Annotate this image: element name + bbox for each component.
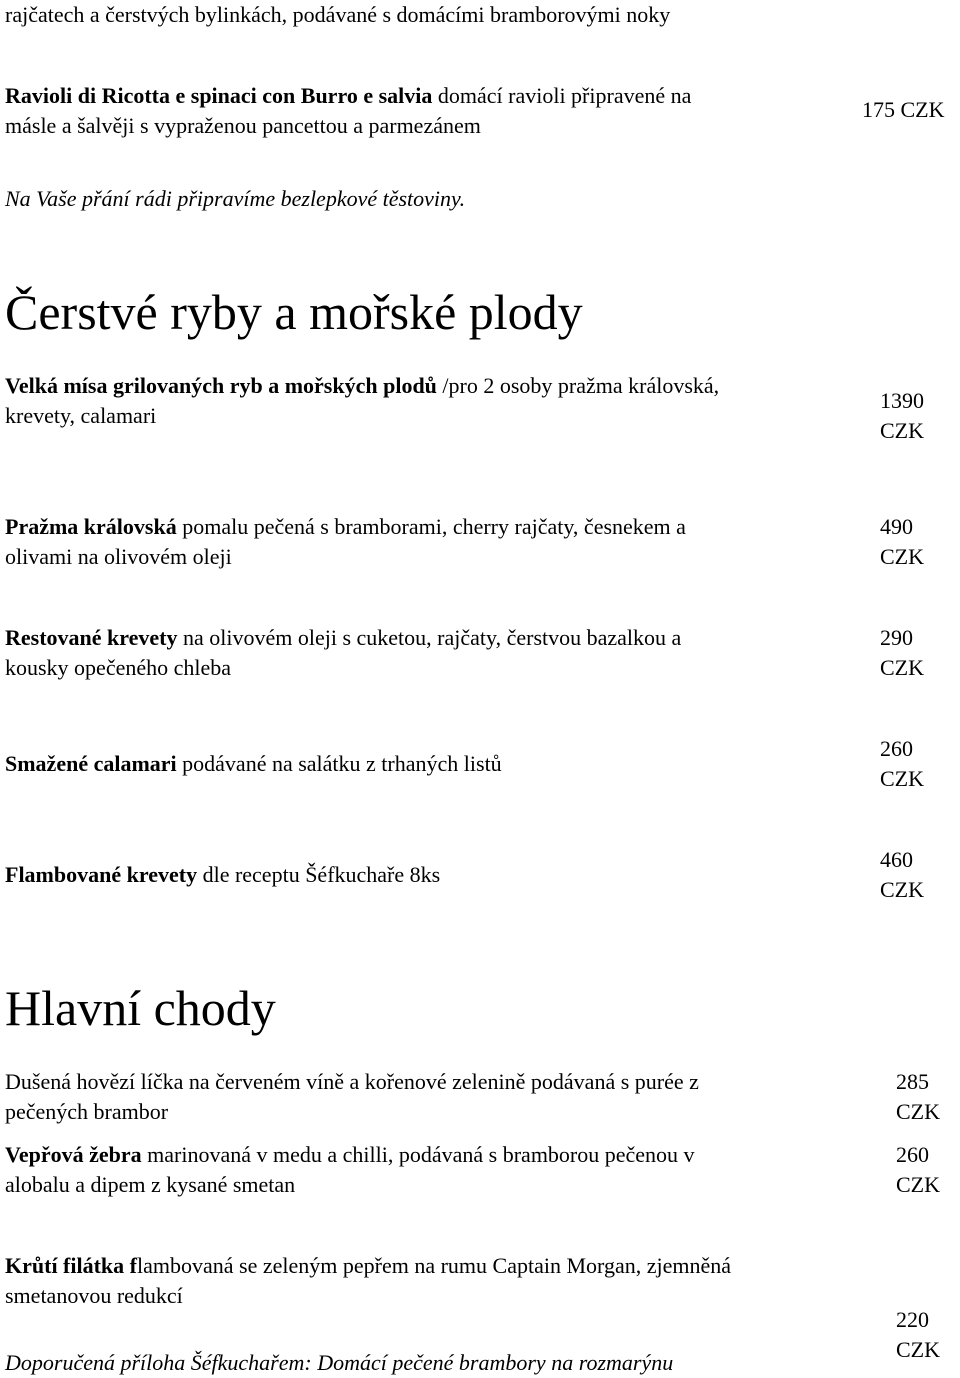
dish-price bbox=[896, 1140, 960, 1200]
dish-price bbox=[880, 845, 960, 905]
dish-price bbox=[880, 512, 960, 572]
dish-description-cont: pečených brambor bbox=[5, 1099, 169, 1124]
dish-description-cont: smetanovou redukcí bbox=[5, 1283, 183, 1308]
price-currency: CZK bbox=[880, 544, 924, 569]
menu-item-sea-bream bbox=[5, 512, 855, 572]
dish-description-cont: alobalu a dipem z kysané smetan bbox=[5, 1172, 296, 1197]
dish-description-cont: másle a šalvěji s vypraženou pancettou a parmezánem bbox=[5, 113, 481, 138]
dish-name: Pražma královská bbox=[5, 514, 177, 539]
menu-item-sauteed-shrimp bbox=[5, 623, 855, 683]
menu-item-fish-platter bbox=[5, 371, 855, 431]
dish-price bbox=[896, 1305, 960, 1365]
dish-description-cont: olivami na olivovém oleji bbox=[5, 544, 232, 569]
dish-name: Vepřová žebra bbox=[5, 1142, 142, 1167]
menu-item-fried-calamari bbox=[5, 749, 855, 779]
section-heading-fish: Čerstvé ryby a mořské plody bbox=[5, 284, 583, 340]
dish-description: Dušená hovězí líčka na červeném víně a kořenové zelenině podávaná s purée z bbox=[5, 1069, 699, 1094]
gluten-free-note: Na Vaše přání rádi připravíme bezlepkové těstoviny. bbox=[5, 186, 466, 211]
price-amount: 220 bbox=[896, 1307, 929, 1332]
menu-item-flambe-shrimp bbox=[5, 860, 855, 890]
dish-name: Smažené calamari bbox=[5, 751, 177, 776]
dish-name: Velká mísa grilovaných ryb a mořských plodů bbox=[5, 373, 437, 398]
dish-name: Ravioli di Ricotta e spinaci con Burro e salvia bbox=[5, 83, 433, 108]
dish-name: Krůtí filátka f bbox=[5, 1253, 137, 1278]
dish-description: podávané na salátku z trhaných listů bbox=[176, 751, 502, 776]
dish-name: Flambované krevety bbox=[5, 862, 198, 887]
price-amount: 1390 bbox=[880, 388, 924, 413]
dish-price bbox=[880, 386, 960, 446]
price-amount: 260 bbox=[880, 736, 913, 761]
dish-description-cont: krevety, calamari bbox=[5, 403, 157, 428]
dish-name: Restované krevety bbox=[5, 625, 178, 650]
price-amount: 460 bbox=[880, 847, 913, 872]
dish-description: pomalu pečená s bramborami, cherry rajčaty, česnekem a bbox=[176, 514, 686, 539]
price-currency: CZK bbox=[896, 1172, 940, 1197]
dish-description: dle receptu Šéfkuchaře 8ks bbox=[197, 862, 441, 887]
price-currency: CZK bbox=[880, 766, 924, 791]
price-currency: CZK bbox=[880, 877, 924, 902]
pasta-top-line: rajčatech a čerstvých bylinkách, podávané s domácími bramborovými noky bbox=[5, 2, 671, 27]
dish-description: marinovaná v medu a chilli, podávaná s bramborou pečenou v bbox=[141, 1142, 695, 1167]
dish-description: domácí ravioli připravené na bbox=[432, 83, 692, 108]
price-currency: CZK bbox=[880, 418, 924, 443]
chef-recommendation: Doporučená příloha Šéfkuchařem: Domácí pečené brambory na rozmarýnu bbox=[5, 1350, 674, 1375]
dish-description: lambovaná se zeleným pepřem na rumu Captain Morgan, zjemněná bbox=[137, 1253, 731, 1278]
price-amount: 290 bbox=[880, 625, 913, 650]
dish-price bbox=[880, 623, 960, 683]
dish-description: na olivovém oleji s cuketou, rajčaty, čerstvou bazalkou a bbox=[177, 625, 682, 650]
menu-item-beef-cheeks bbox=[5, 1067, 865, 1127]
dish-price bbox=[880, 734, 960, 794]
dish-description: /pro 2 osoby pražma královská, bbox=[436, 373, 720, 398]
section-heading-mains: Hlavní chody bbox=[5, 980, 276, 1036]
dish-price bbox=[896, 1067, 960, 1127]
price-amount: 285 bbox=[896, 1069, 929, 1094]
price-currency: CZK bbox=[880, 655, 924, 680]
price-amount: 260 bbox=[896, 1142, 929, 1167]
dish-description-cont: kousky opečeného chleba bbox=[5, 655, 232, 680]
menu-item-pork-ribs bbox=[5, 1140, 865, 1200]
menu-item-turkey-fillets bbox=[5, 1251, 875, 1311]
price-amount: 490 bbox=[880, 514, 913, 539]
price-currency: CZK bbox=[896, 1099, 940, 1124]
price-currency: CZK bbox=[896, 1337, 940, 1362]
menu-item-ravioli bbox=[5, 81, 825, 141]
dish-price: 175 CZK bbox=[862, 97, 945, 122]
